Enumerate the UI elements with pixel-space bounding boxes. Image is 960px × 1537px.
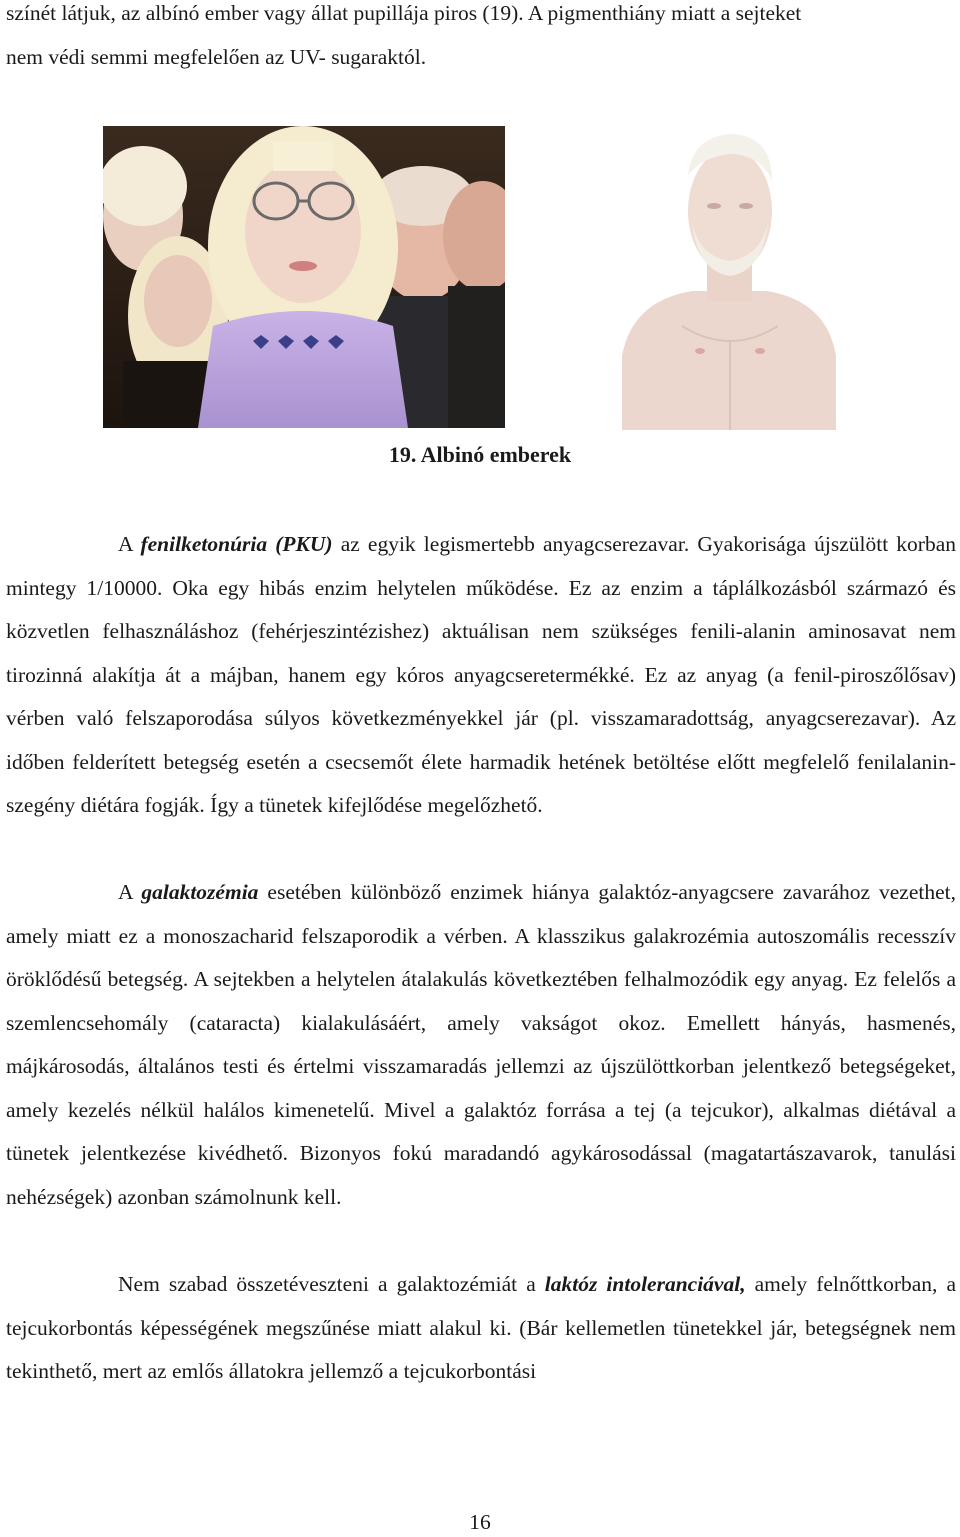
- laktoz-paragraph: [6, 1263, 956, 1394]
- albino-family-photo: [103, 126, 505, 428]
- albino-man-photo: [622, 126, 836, 430]
- laktoz-text-pre: Nem szabad összetéveszteni a galaktozémiát a: [118, 1272, 545, 1296]
- pku-text-pre: A: [118, 532, 141, 556]
- intro-paragraph: [6, 0, 956, 79]
- page-number: 16: [469, 1510, 491, 1534]
- galakt-text: esetében különböző enzimek hiánya galaktóz-anyagcsere zavarához vezethet, amely miatt ez a monoszacharid felszaporodik a vérben. A klasszikus galakrozémia autoszomális recesszív öröklődésű betegség. A sejtekben a helytelen átalakulás következtében felhalmozódik egy anyag. Ez felelős a szemlencsehomály (cataracta) kialakulásáért, amely vakságot okoz. Emellett hányás, hasmenés, májkárosodás, általános testi és értelmi visszamaradás jellemzi az újszülöttkorban jelentkező betegségeket, amely kezelés nélkül halálos kimenetelű. Mivel a galaktóz forrása a tej (a tejcukor), alkalmas diétával a tünetek jelentkezése kivédhető. Bizonyos fokú maradandó agykárosodással (magatartászavarok, tanulási nehézségek) azonban számolnunk kell.: [6, 880, 956, 1209]
- galakt-text-pre: A: [118, 880, 142, 904]
- pku-paragraph: [6, 523, 956, 828]
- pku-text: az egyik legismertebb anyagcserezavar. Gyakorisága újszülött korban mintegy 1/10000. Oka egy hibás enzim helytelen működése. Ez az enzim a táplálkozásból származó és közvetlen felhasználáshoz (fehérjeszintézishez) aktuálisan nem szükséges fenili-alanin aminosavat nem tirozinná alakítja át a májban, hanem egy kóros anyagcseretermékké. Ez az anyag (a fenil-piroszőlősav) vérben való felszaporodása súlyos következményekkel jár (pl. visszamaradottság, anyagcserezavar). Az időben felderített betegség esetén a csecsemőt élete harmadik hetének betöltése előtt megfelelő fenilalanin-szegény diétára fogják. Így a tünetek kifejlődése megelőzhető.: [6, 532, 957, 817]
- galaktozemia-term: galaktozémia: [141, 880, 259, 904]
- galaktozemia-paragraph: [6, 871, 956, 1219]
- intro-line-2: nem védi semmi megfelelően az UV- sugaraktól.: [6, 44, 427, 69]
- pku-term: fenilketonúria (PKU): [140, 532, 333, 556]
- laktoz-term: laktóz intoleranciával,: [544, 1272, 746, 1296]
- figure-caption: 19. Albinó emberek: [388, 442, 572, 467]
- intro-line-1: színét látjuk, az albínó ember vagy állat pupillája piros (19). A pigmenthiány miatt a sejteket: [6, 1, 802, 25]
- laktoz-text: amely felnőttkorban, a tejcukorbontás képességének megszűnése miatt alakul ki. (Bár kellemetlen tünetekkel jár, betegségnek nem tekinthető, mert az emlős állatokra jellemző a tejcukorbontási: [6, 1272, 957, 1383]
